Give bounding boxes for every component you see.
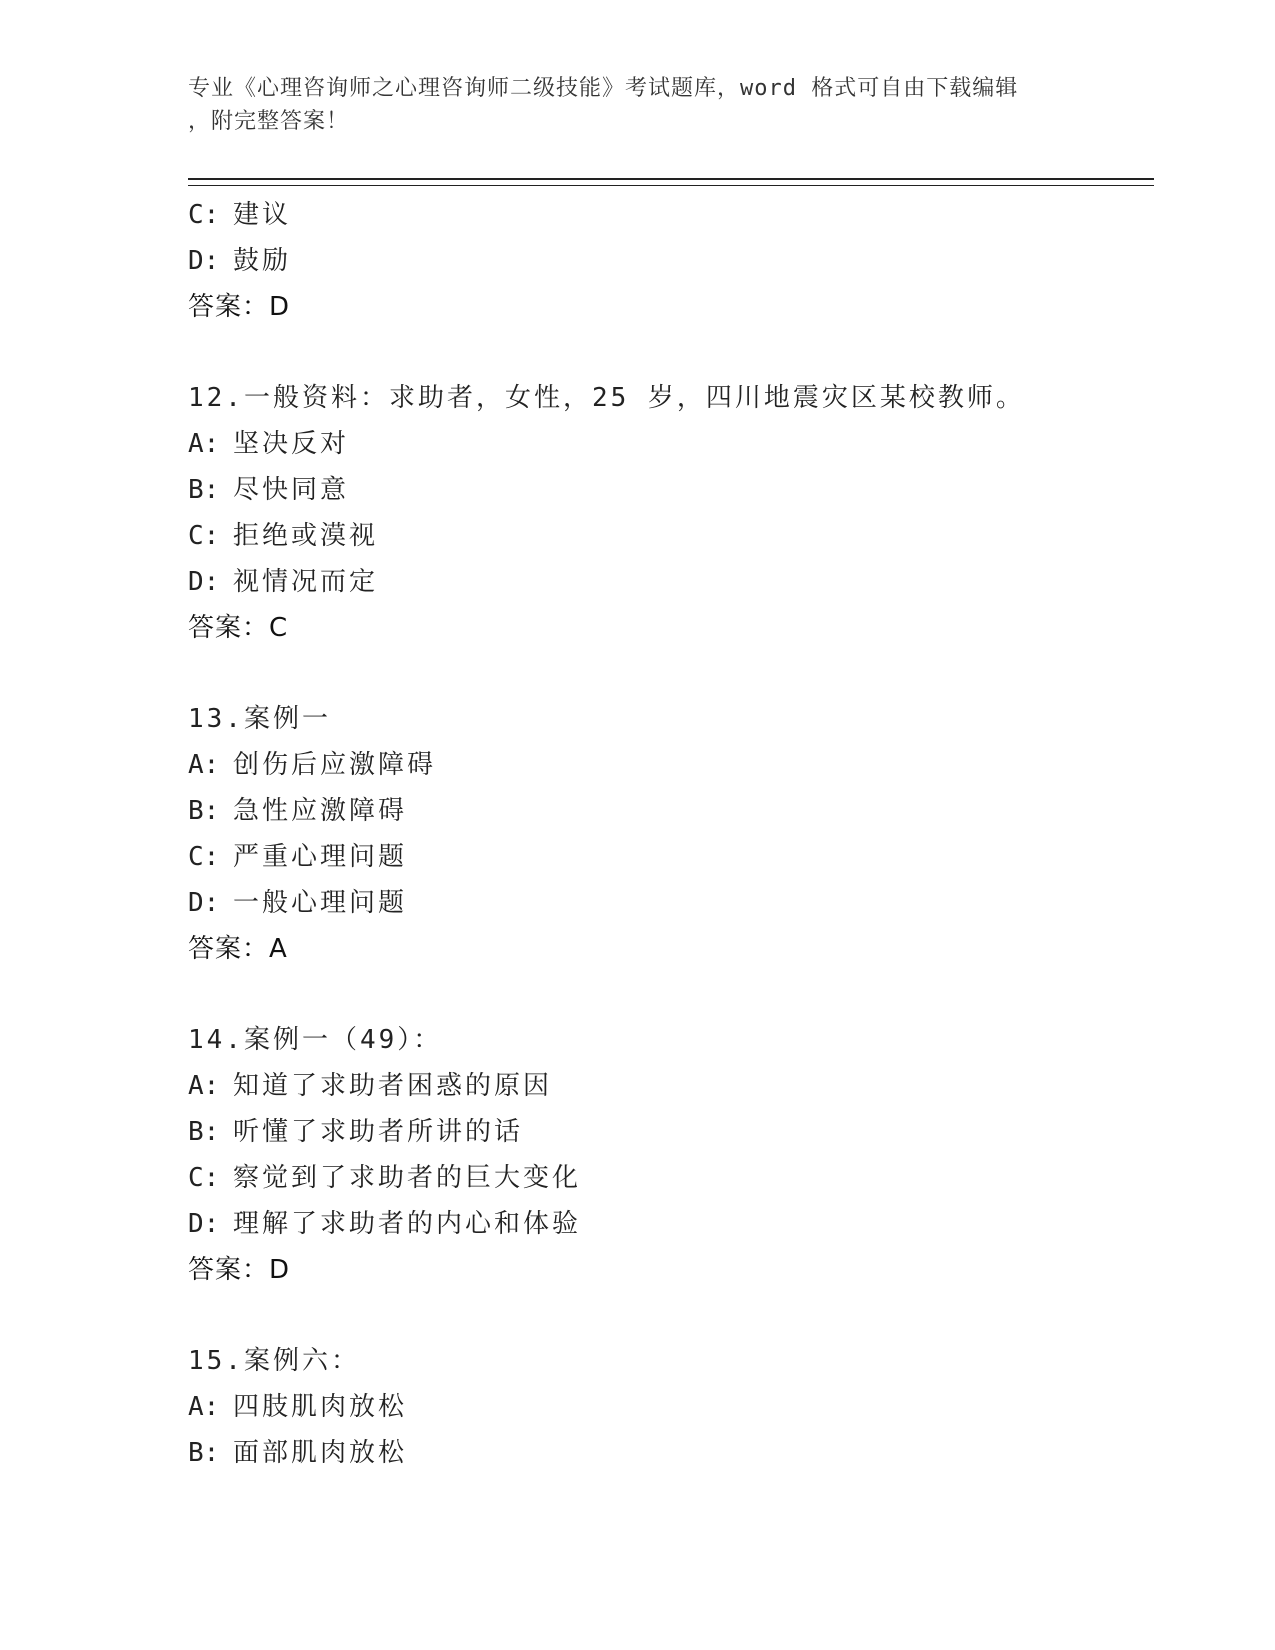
- question-stem: 14.案例一（49）：: [188, 1025, 443, 1055]
- option-text: 急性应激障碍: [233, 796, 408, 826]
- question-stem: 15.案例六：: [188, 1346, 360, 1376]
- option-key: D:: [188, 1209, 220, 1239]
- option-key: A:: [188, 429, 220, 459]
- option-a: [188, 421, 1148, 467]
- option-text: 听懂了求助者所讲的话: [233, 1117, 524, 1147]
- option-key: A:: [188, 1071, 220, 1101]
- answer-line: 答案：D: [188, 1255, 291, 1285]
- option-c: [188, 192, 1148, 238]
- option-c: [188, 1155, 1148, 1201]
- page-header: [188, 72, 1078, 138]
- option-a: [188, 742, 1148, 788]
- option-text: 察觉到了求助者的巨大变化: [233, 1163, 582, 1193]
- option-text: 一般心理问题: [233, 888, 408, 918]
- option-d: [188, 559, 1148, 605]
- option-key: D:: [188, 567, 220, 597]
- spacer: [188, 330, 1148, 375]
- option-key: B:: [188, 1438, 220, 1468]
- option-text: 视情况而定: [233, 567, 379, 597]
- option-key: C:: [188, 842, 220, 872]
- option-text: 坚决反对: [233, 429, 350, 459]
- option-key: C:: [188, 521, 220, 551]
- answer-line: 答案：D: [188, 292, 291, 322]
- option-d: [188, 1201, 1148, 1247]
- option-key: D:: [188, 888, 220, 918]
- option-text: 鼓励: [233, 246, 292, 276]
- answer-line: 答案：C: [188, 613, 289, 643]
- header-line-2: ，附完整答案！: [188, 109, 350, 134]
- option-text: 理解了求助者的内心和体验: [233, 1209, 582, 1239]
- option-text: 四肢肌肉放松: [233, 1392, 408, 1422]
- header-line-1: 专业《心理咨询师之心理咨询师二级技能》考试题库，word 格式可自由下载编辑: [188, 76, 1019, 101]
- option-key: B:: [188, 1117, 220, 1147]
- option-key: D:: [188, 246, 220, 276]
- option-a: [188, 1384, 1148, 1430]
- spacer: [188, 972, 1148, 1017]
- answer-line: 答案：A: [188, 934, 288, 964]
- option-key: C:: [188, 1163, 220, 1193]
- option-text: 知道了求助者困惑的原因: [233, 1071, 553, 1101]
- option-a: [188, 1063, 1148, 1109]
- option-text: 面部肌肉放松: [233, 1438, 408, 1468]
- question-stem: 12.一般资料：求助者，女性，25 岁，四川地震灾区某校教师。: [188, 383, 1025, 413]
- option-b: [188, 1430, 1148, 1476]
- option-d: [188, 880, 1148, 926]
- option-b: [188, 467, 1148, 513]
- spacer: [188, 1293, 1148, 1338]
- option-text: 创伤后应激障碍: [233, 750, 437, 780]
- option-text: 拒绝或漠视: [233, 521, 379, 551]
- option-d: [188, 238, 1148, 284]
- option-key: C:: [188, 200, 220, 230]
- option-c: [188, 513, 1148, 559]
- question-list: [188, 192, 1148, 1476]
- option-key: A:: [188, 1392, 220, 1422]
- question-stem: 13.案例一: [188, 704, 331, 734]
- spacer: [188, 651, 1148, 696]
- option-text: 尽快同意: [233, 475, 350, 505]
- option-b: [188, 788, 1148, 834]
- option-key: A:: [188, 750, 220, 780]
- option-key: B:: [188, 475, 220, 505]
- option-c: [188, 834, 1148, 880]
- option-b: [188, 1109, 1148, 1155]
- header-divider: [188, 178, 1154, 186]
- option-text: 严重心理问题: [233, 842, 408, 872]
- option-key: B:: [188, 796, 220, 826]
- option-text: 建议: [233, 200, 292, 230]
